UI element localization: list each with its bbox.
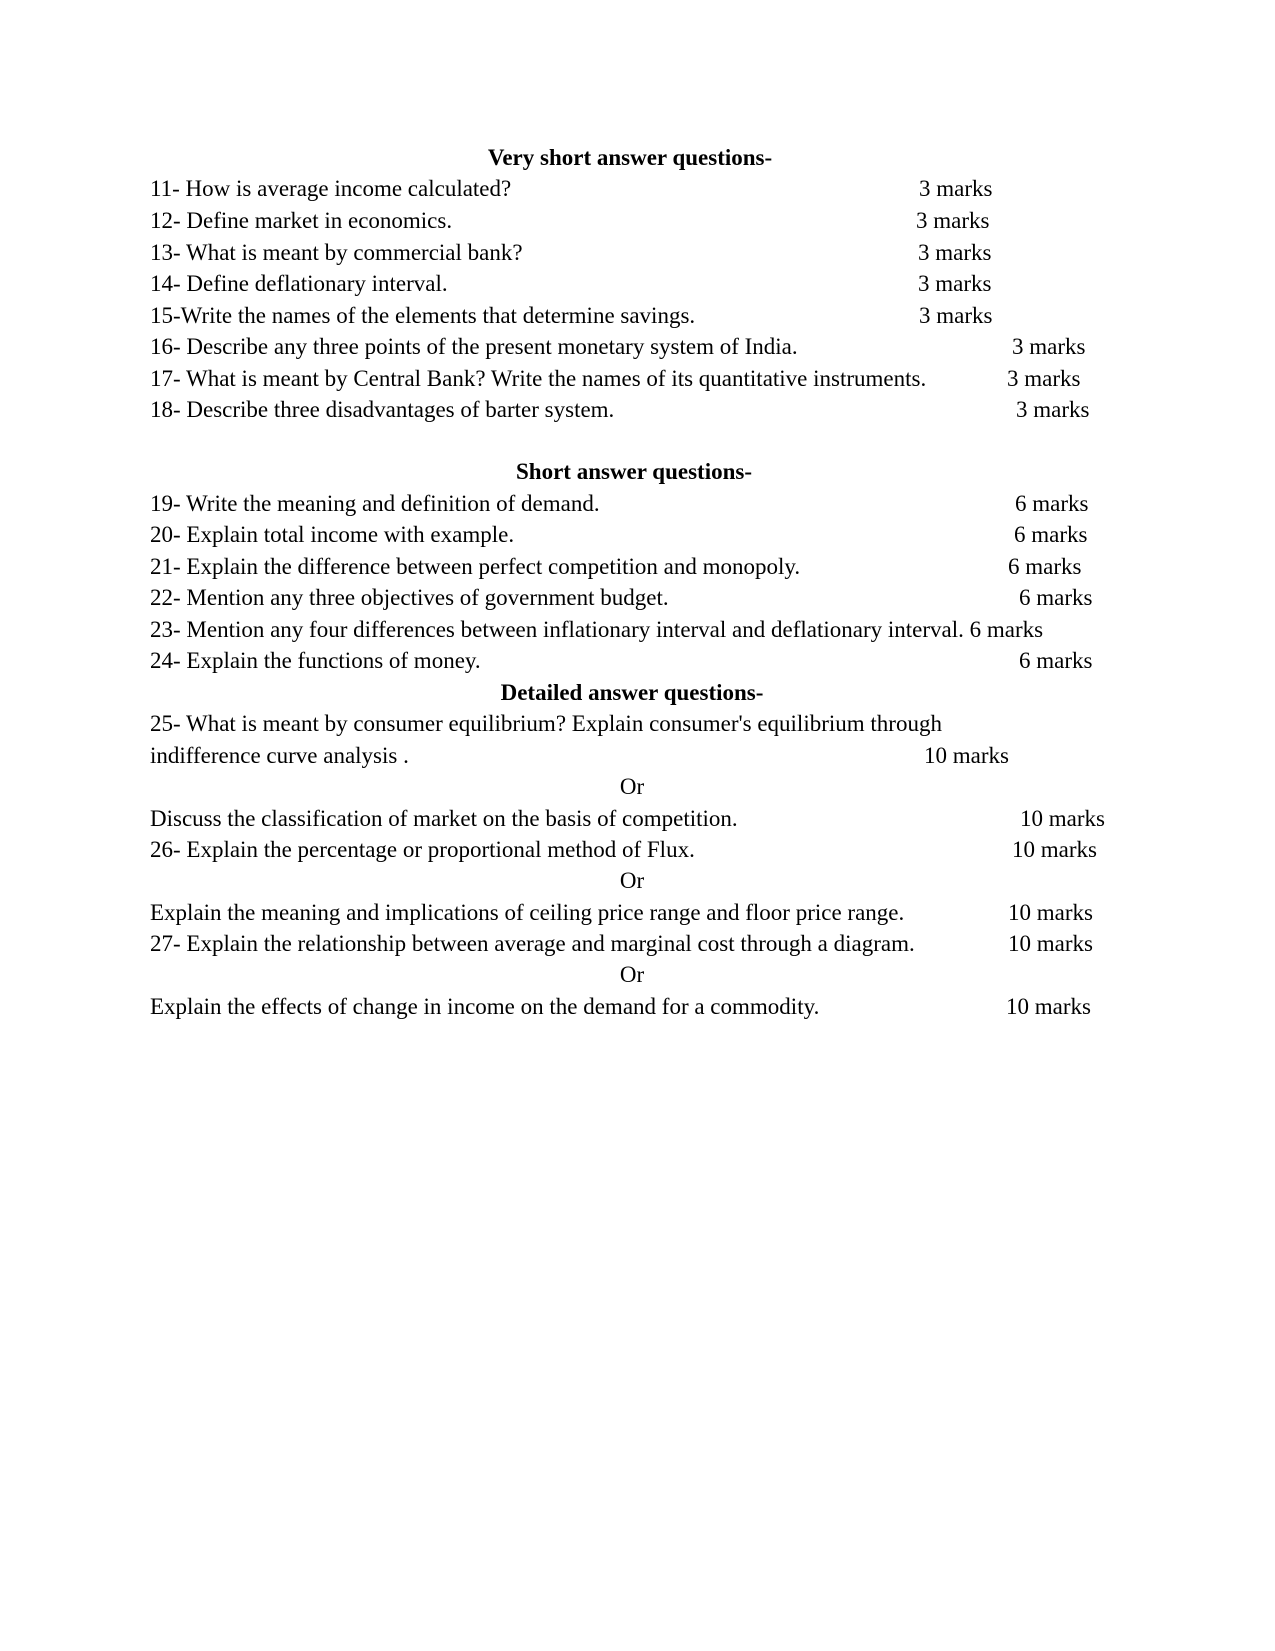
question-13: 13- What is meant by commercial bank? bbox=[150, 240, 523, 265]
question-25-alt: Discuss the classification of market on the basis of competition. bbox=[150, 806, 738, 831]
question-27-marks: 10 marks bbox=[1008, 931, 1093, 956]
question-12-marks: 3 marks bbox=[916, 208, 990, 233]
question-14-marks: 3 marks bbox=[918, 271, 992, 296]
or-separator-25: Or bbox=[619, 774, 645, 799]
question-20: 20- Explain total income with example. bbox=[150, 522, 515, 547]
question-15-marks: 3 marks bbox=[919, 303, 993, 328]
section-heading-detailed: Detailed answer questions- bbox=[500, 680, 764, 705]
question-25-line1: 25- What is meant by consumer equilibrium? Explain consumer's equilibrium through bbox=[150, 711, 942, 736]
question-24-marks: 6 marks bbox=[1019, 648, 1093, 673]
question-21-marks: 6 marks bbox=[1008, 554, 1082, 579]
question-14: 14- Define deflationary interval. bbox=[150, 271, 448, 296]
question-16: 16- Describe any three points of the present monetary system of India. bbox=[150, 334, 798, 359]
question-24: 24- Explain the functions of money. bbox=[150, 648, 481, 673]
question-21: 21- Explain the difference between perfect competition and monopoly. bbox=[150, 554, 801, 579]
question-27-alt-marks: 10 marks bbox=[1006, 994, 1091, 1019]
section-heading-short: Short answer questions- bbox=[516, 459, 752, 484]
question-12: 12- Define market in economics. bbox=[150, 208, 453, 233]
question-18: 18- Describe three disadvantages of barter system. bbox=[150, 397, 615, 422]
question-23: 23- Mention any four differences between inflationary interval and deflationary interval. 6 marks bbox=[150, 617, 1044, 642]
section-heading-very-short: Very short answer questions- bbox=[487, 145, 773, 170]
question-13-marks: 3 marks bbox=[918, 240, 992, 265]
question-22: 22- Mention any three objectives of government budget. bbox=[150, 585, 669, 610]
question-18-marks: 3 marks bbox=[1016, 397, 1090, 422]
question-16-marks: 3 marks bbox=[1012, 334, 1086, 359]
question-15: 15-Write the names of the elements that determine savings. bbox=[150, 303, 696, 328]
question-25-marks: 10 marks bbox=[924, 743, 1009, 768]
question-25-alt-marks: 10 marks bbox=[1020, 806, 1105, 831]
question-22-marks: 6 marks bbox=[1019, 585, 1093, 610]
question-17: 17- What is meant by Central Bank? Write the names of its quantitative instruments. bbox=[150, 366, 927, 391]
question-26: 26- Explain the percentage or proportional method of Flux. bbox=[150, 837, 695, 862]
question-17-marks: 3 marks bbox=[1007, 366, 1081, 391]
question-27-alt: Explain the effects of change in income on the demand for a commodity. bbox=[150, 994, 820, 1019]
or-separator-26: Or bbox=[619, 868, 645, 893]
question-27: 27- Explain the relationship between average and marginal cost through a diagram. bbox=[150, 931, 915, 956]
or-separator-27: Or bbox=[619, 962, 645, 987]
question-19: 19- Write the meaning and definition of demand. bbox=[150, 491, 600, 516]
question-26-marks: 10 marks bbox=[1012, 837, 1097, 862]
question-26-alt: Explain the meaning and implications of ceiling price range and floor price range. bbox=[150, 900, 905, 925]
question-11-marks: 3 marks bbox=[919, 176, 993, 201]
question-26-alt-marks: 10 marks bbox=[1008, 900, 1093, 925]
question-25-line2: indifference curve analysis . bbox=[150, 743, 409, 768]
question-19-marks: 6 marks bbox=[1015, 491, 1089, 516]
question-11: 11- How is average income calculated? bbox=[150, 176, 512, 201]
question-20-marks: 6 marks bbox=[1014, 522, 1088, 547]
